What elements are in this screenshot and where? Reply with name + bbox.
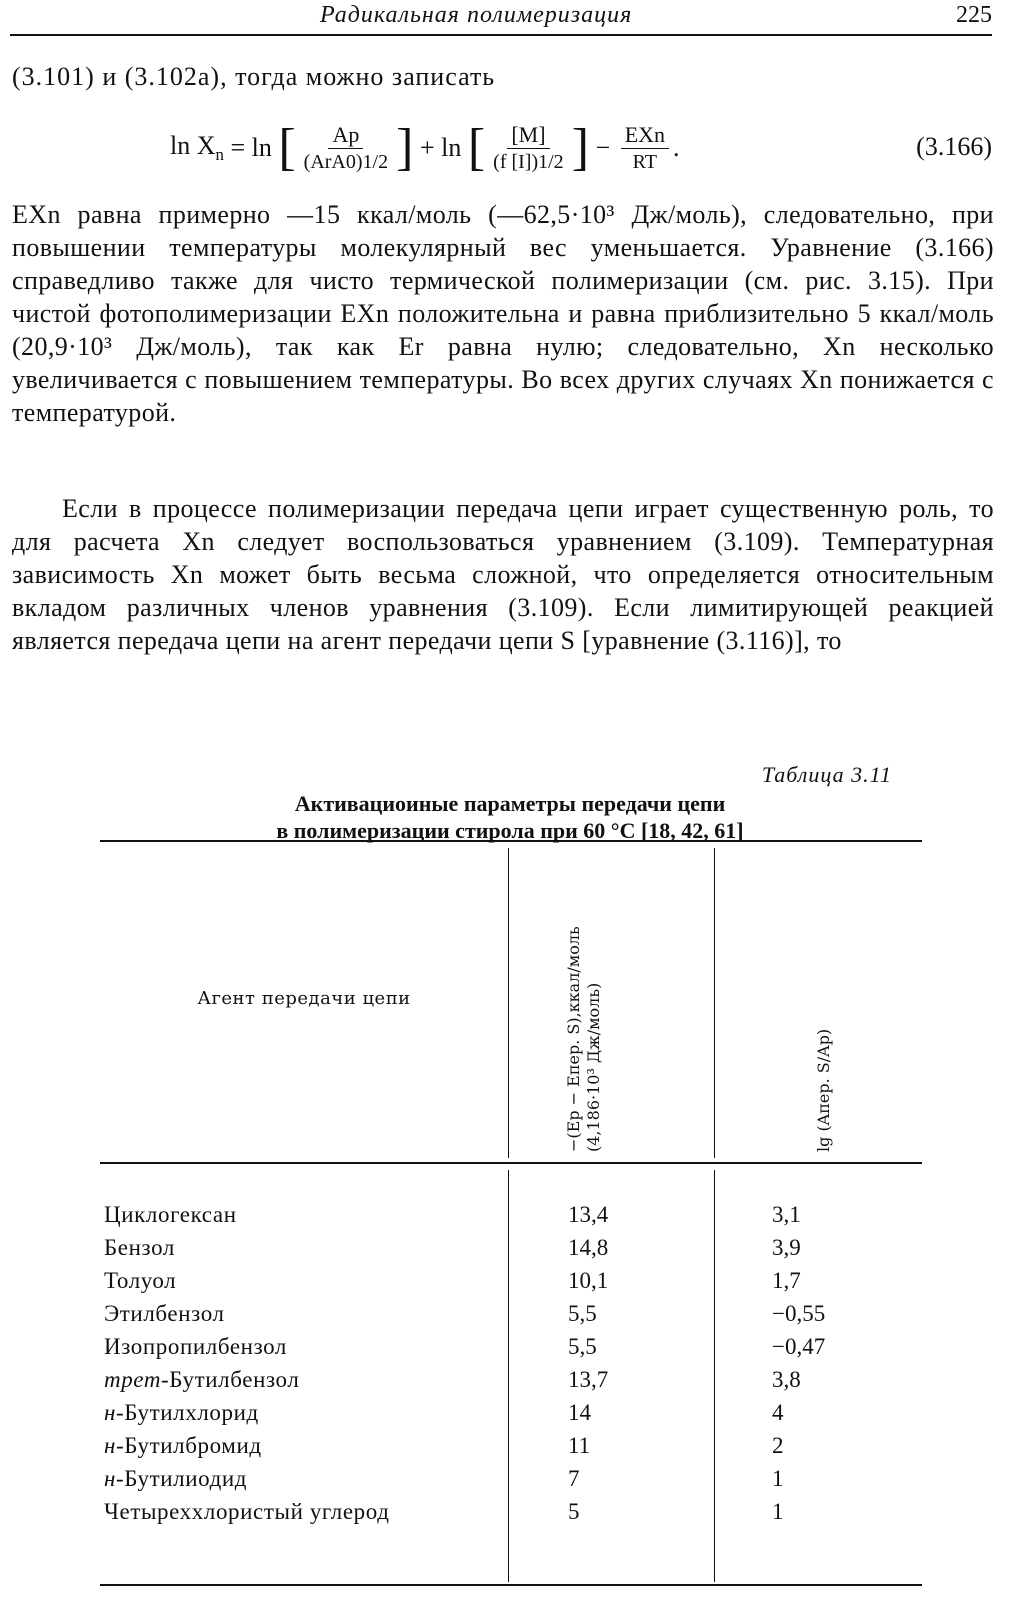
agent-name: -Бутилхлорид	[116, 1400, 259, 1425]
eq-fraction-1	[300, 122, 392, 175]
cell-lg: 3,8	[772, 1367, 801, 1392]
table-row	[100, 1433, 922, 1466]
cell-agent	[104, 1466, 247, 1492]
table-row	[100, 1400, 922, 1433]
eq-fraction-1-den: (ArA0)1/2	[303, 150, 389, 173]
eq-bracket: ]	[396, 119, 414, 176]
eq-fraction-3	[621, 122, 669, 175]
cell-energy: 7	[568, 1466, 580, 1491]
cell-lg: 4	[772, 1400, 784, 1425]
agent-prefix: н	[104, 1400, 117, 1425]
cell-lg: 1	[772, 1499, 784, 1524]
table-body	[100, 1202, 922, 1532]
agent-prefix: н	[104, 1433, 117, 1458]
cell-agent	[104, 1367, 299, 1393]
agent-name: -Бутилбромид	[116, 1433, 262, 1458]
cell-agent: Бензол	[104, 1235, 175, 1260]
running-title: Радикальная полимеризация	[320, 2, 633, 28]
table-caption: Таблица 3.11	[761, 762, 892, 787]
agent-name: -Бутилиодид	[116, 1466, 248, 1491]
cell-energy: 11	[568, 1433, 591, 1458]
table-row	[100, 1268, 922, 1301]
cell-agent	[104, 1433, 262, 1459]
table-row	[100, 1367, 922, 1400]
eq-bracket: [	[278, 119, 296, 176]
agent-name: -Бутилбензол	[161, 1367, 300, 1392]
eq-fraction-3-den: RT	[632, 150, 658, 173]
eq-plus: + ln	[413, 133, 468, 162]
table-title-line-2: в полимеризации стирола при 60 °С [18, 42, 61]	[276, 818, 744, 843]
column-divider	[714, 848, 715, 1158]
cell-lg: −0,47	[772, 1334, 826, 1359]
equation-number: (3.166)	[916, 132, 992, 161]
running-head	[10, 0, 992, 36]
eq-lhs: $\ln X_n$	[170, 130, 224, 165]
eq-period: .	[673, 133, 680, 162]
equation-3-166	[170, 112, 992, 184]
eq-fraction-3-num: EXn	[621, 122, 669, 149]
cell-energy: 5	[568, 1499, 580, 1524]
cell-energy: 5,5	[568, 1334, 597, 1359]
cell-energy: 13,4	[568, 1202, 609, 1227]
eq-bracket: [	[467, 119, 486, 176]
eq-fraction-1-num: Ap	[328, 122, 363, 149]
table-title	[100, 790, 920, 844]
eq-minus: −	[589, 133, 617, 162]
cell-lg: 3,9	[772, 1235, 801, 1260]
cell-energy: 5,5	[568, 1301, 597, 1326]
table-row	[100, 1301, 922, 1334]
cell-energy: 14	[568, 1400, 591, 1425]
table-rule-header	[100, 1162, 922, 1164]
eq-fraction-2-num: [M]	[507, 122, 549, 149]
cell-lg: 1,7	[772, 1268, 801, 1293]
page-number: 225	[956, 2, 992, 28]
agent-prefix: н	[104, 1466, 117, 1491]
eq-fraction-2-den: (f [I])1/2	[493, 150, 564, 173]
paragraph-2: Если в процессе полимеризации передача цепи играет существенную роль, то для расчета Xn следует воспользоваться уравнением (3.109). Температурная зависимость Xn может быть весьма сложной, что определяется относительным вкладом различных членов уравнения (3.109). Если лимитирующей реакцией является передача цепи на агент передачи цепи S [уравнение (3.116)], то	[12, 494, 994, 655]
cell-energy: 10,1	[568, 1268, 609, 1293]
table-title-line-1: Активациоиные параметры передачи цепи	[294, 791, 726, 816]
cell-energy: 14,8	[568, 1235, 609, 1260]
cell-agent: Четыреххлористый углерод	[104, 1499, 390, 1524]
cell-agent: Циклогексан	[104, 1202, 237, 1227]
intro-line: (3.101) и (3.102а), тогда можно записать	[12, 62, 496, 91]
header-energy: −(Ep − Eпер. S),ккал/моль	[564, 926, 583, 1152]
cell-agent: Изопропилбензол	[104, 1334, 288, 1359]
cell-lg: 3,1	[772, 1202, 801, 1227]
eq-bracket: ]	[571, 119, 590, 176]
cell-lg: 1	[772, 1466, 784, 1491]
cell-lg: 2	[772, 1433, 784, 1458]
header-energy-units: (4,186·10³ Дж/моль)	[584, 982, 603, 1152]
data-table	[100, 840, 922, 1600]
header-agent: Агент передачи цепи	[197, 988, 411, 1009]
cell-agent: Этилбензол	[104, 1301, 225, 1326]
cell-agent: Толуол	[104, 1268, 177, 1293]
eq-fraction-2	[489, 122, 568, 175]
header-lg: lg (Aпер. S/Ap)	[814, 1028, 833, 1152]
cell-lg: −0,55	[772, 1301, 826, 1326]
table-row	[100, 1334, 922, 1367]
cell-energy: 13,7	[568, 1367, 609, 1392]
paragraph-1: EXn равна примерно —15 ккал/моль (—62,5·10³ Дж/моль), следовательно, при повышении температуры молекулярный вес уменьшается. Уравнение (3.166) справедливо также для чисто термической полимеризации (см. рис. 3.15). При чистой фотополимеризации EXn положительна и равна приблизительно 5 ккал/моль (20,9·10³ Дж/моль), так как Er равна нулю; следовательно, Xn несколько увеличивается с повышением температуры. Во всех других случаях Xn понижается с температурой.	[12, 200, 994, 427]
eq-equals: = ln	[223, 133, 279, 162]
table-row	[100, 1235, 922, 1268]
table-row	[100, 1202, 922, 1235]
column-divider	[508, 848, 509, 1158]
table-row	[100, 1499, 922, 1532]
table-rule-bottom	[100, 1584, 922, 1586]
cell-agent	[104, 1400, 259, 1426]
table-rule-top	[100, 840, 922, 842]
table-row	[100, 1466, 922, 1499]
agent-prefix: трет	[104, 1367, 162, 1392]
